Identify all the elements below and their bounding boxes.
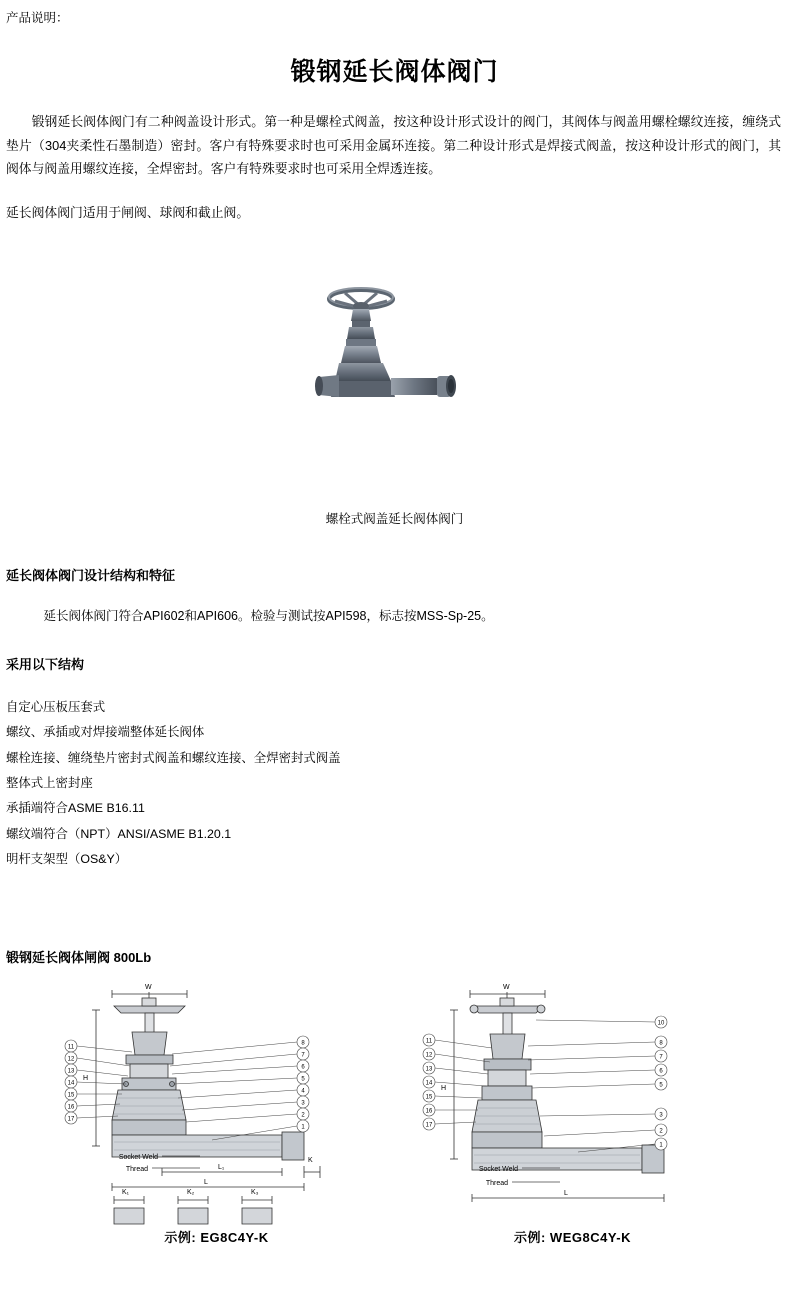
product-description-label: 产品说明： — [6, 11, 69, 25]
list-item: 承插端符合ASME B16.11 — [6, 801, 145, 816]
welded-bonnet-gate-valve-drawing — [408, 980, 738, 1225]
dim-k3-label: K₃ — [250, 1188, 259, 1196]
socket-weld-label: Socket Weld — [478, 1165, 518, 1173]
dim-l1-label: L₁ — [217, 1163, 224, 1171]
intro-paragraph-2: 延长阀体阀门适用于闸阀、球阀和截止阀。 — [6, 205, 250, 221]
svg-text:11: 11 — [67, 1044, 74, 1051]
svg-text:17: 17 — [67, 1116, 74, 1123]
svg-text:7: 7 — [300, 1052, 305, 1059]
socket-weld-label: Socket Weld — [118, 1153, 158, 1161]
svg-text:5: 5 — [658, 1082, 663, 1089]
thread-label: Thread — [485, 1179, 508, 1187]
svg-text:17: 17 — [425, 1122, 432, 1129]
svg-text:14: 14 — [67, 1080, 74, 1087]
svg-text:1: 1 — [300, 1124, 305, 1131]
dim-h-label: H — [82, 1074, 88, 1082]
svg-text:1: 1 — [658, 1142, 663, 1149]
drawing-2-caption: 示例: WEG8C4Y-K — [513, 1229, 631, 1245]
valve-figure — [0, 277, 789, 437]
dim-w-label: W — [144, 983, 152, 991]
dim-h-label: H — [440, 1084, 446, 1092]
svg-text:10: 10 — [657, 1020, 664, 1027]
bolted-bonnet-gate-valve-drawing — [52, 980, 382, 1225]
svg-text:3: 3 — [300, 1100, 305, 1107]
list-item: 整体式上密封座 — [6, 775, 93, 790]
list-item: 明杆支架型（OS&Y） — [6, 852, 128, 867]
drawing-weg8c4y-k — [408, 980, 738, 1246]
page-title: 锻钢延长阀体阀门 — [290, 58, 499, 86]
svg-text:3: 3 — [658, 1112, 663, 1119]
svg-text:16: 16 — [425, 1108, 432, 1115]
section-design-text: 延长阀体阀门符合API602和API606。检验与测试按API598，标志按MSS-Sp-25。 — [43, 608, 494, 623]
list-item: 螺纹端符合（NPT）ANSI/ASME B1.20.1 — [6, 826, 232, 841]
svg-text:13: 13 — [67, 1068, 74, 1075]
figure-caption: 螺栓式阀盖延长阀体阀门 — [325, 511, 464, 526]
svg-text:14: 14 — [425, 1080, 432, 1087]
dim-k-label: K — [307, 1156, 313, 1164]
dim-l-label: L — [563, 1189, 568, 1197]
list-item: 自定心压板压套式 — [6, 699, 106, 714]
svg-text:4: 4 — [300, 1088, 305, 1095]
thread-label: Thread — [125, 1165, 148, 1173]
svg-text:12: 12 — [67, 1056, 74, 1063]
svg-text:7: 7 — [658, 1054, 663, 1061]
svg-text:15: 15 — [425, 1094, 432, 1101]
intro-paragraph-1: 锻钢延长阀体阀门有二种阀盖设计形式。第一种是螺栓式阀盖，按这种设计形式设计的阀门，其阀体与阀盖用螺栓螺纹连接，缠绕式垫片（304夹柔性石墨制造）密封。客户有特殊要求时也可采用金属环连接。第二种设计形式是焊接式阀盖，按这种设计形式的阀门，其阀体与阀盖用螺纹连接，全焊密封。客户有特殊要求时也可采用全焊透连接。 — [6, 114, 781, 177]
section-design-heading: 延长阀体阀门设计结构和特征 — [6, 567, 176, 583]
svg-text:2: 2 — [658, 1128, 663, 1135]
list-item: 螺栓连接、缠绕垫片密封式阀盖和螺纹连接、全焊密封式阀盖 — [6, 750, 341, 765]
forged-steel-valve-illustration — [295, 277, 495, 437]
list-item: 螺纹、承插或对焊接端整体延长阀体 — [6, 725, 205, 740]
dim-l-label: L — [203, 1178, 208, 1186]
drawing-eg8c4y-k — [52, 980, 382, 1246]
dim-w-label: W — [502, 983, 510, 991]
dim-k2-label: K₂ — [186, 1188, 194, 1196]
drawing-1-caption: 示例: EG8C4Y-K — [164, 1229, 269, 1245]
svg-text:12: 12 — [425, 1052, 432, 1059]
svg-text:6: 6 — [300, 1064, 305, 1071]
svg-text:15: 15 — [67, 1092, 74, 1099]
svg-text:11: 11 — [425, 1038, 432, 1045]
svg-text:5: 5 — [300, 1076, 305, 1083]
svg-text:16: 16 — [67, 1104, 74, 1111]
svg-text:2: 2 — [300, 1112, 305, 1119]
svg-text:6: 6 — [658, 1068, 663, 1075]
section-structure-heading: 采用以下结构 — [6, 656, 85, 672]
svg-text:8: 8 — [658, 1040, 663, 1047]
dim-k1-label: K₁ — [121, 1188, 129, 1196]
svg-text:13: 13 — [425, 1066, 432, 1073]
technical-drawings-row — [0, 980, 789, 1264]
svg-text:8: 8 — [300, 1040, 305, 1047]
section-gate-valve-heading: 锻钢延长阀体闸阀 800Lb — [6, 949, 152, 965]
structure-feature-list — [0, 695, 789, 873]
